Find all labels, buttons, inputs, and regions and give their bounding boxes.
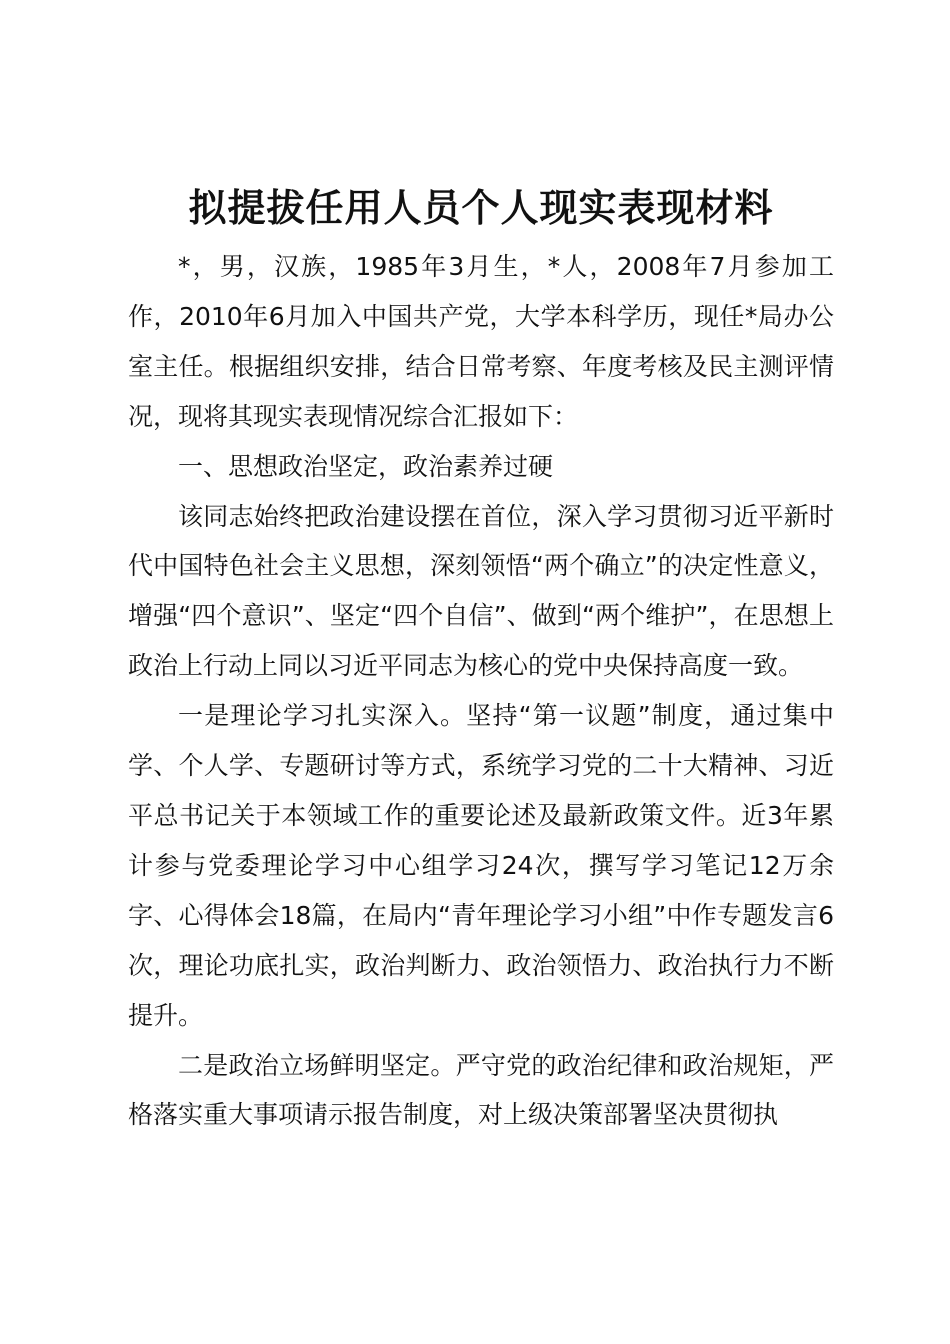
document-page [128, 180, 834, 1140]
section-heading: 一、思想政治坚定，政治素养过硬 [178, 451, 554, 481]
point-paragraph-2: 二是政治立场鲜明坚定。严守党的政治纪律和政治规矩，严格落实重大事项请示报告制度，对上级决策部署坚决贯彻执 [128, 1050, 834, 1130]
section-paragraph: 该同志始终把政治建设摆在首位，深入学习贯彻习近平新时代中国特色社会主义思想，深刻领悟“两个确立”的决定性意义，增强“四个意识”、坚定“四个自信”、做到“两个维护”，在思想上政治上行动上同以习近平同志为核心的党中央保持高度一致。 [128, 501, 834, 681]
point-paragraph-1: 一是理论学习扎实深入。坚持“第一议题”制度，通过集中学、个人学、专题研讨等方式，系统学习党的二十大精神、习近平总书记关于本领域工作的重要论述及最新政策文件。近3年累计参与党委理论学习中心组学习24次，撰写学习笔记12万余字、心得体会18篇，在局内“青年理论学习小组”中作专题发言6次，理论功底扎实，政治判断力、政治领悟力、政治执行力不断提升。 [128, 701, 834, 1030]
document-title: 拟提拔任用人员个人现实表现材料 [188, 185, 774, 230]
intro-paragraph: *，男，汉族，1985年3月生，*人，2008年7月参加工作，2010年6月加入中国共产党，大学本科学历，现任*局办公室主任。根据组织安排，结合日常考察、年度考核及民主测评情况，现将其现实表现情况综合汇报如下： [128, 252, 834, 431]
